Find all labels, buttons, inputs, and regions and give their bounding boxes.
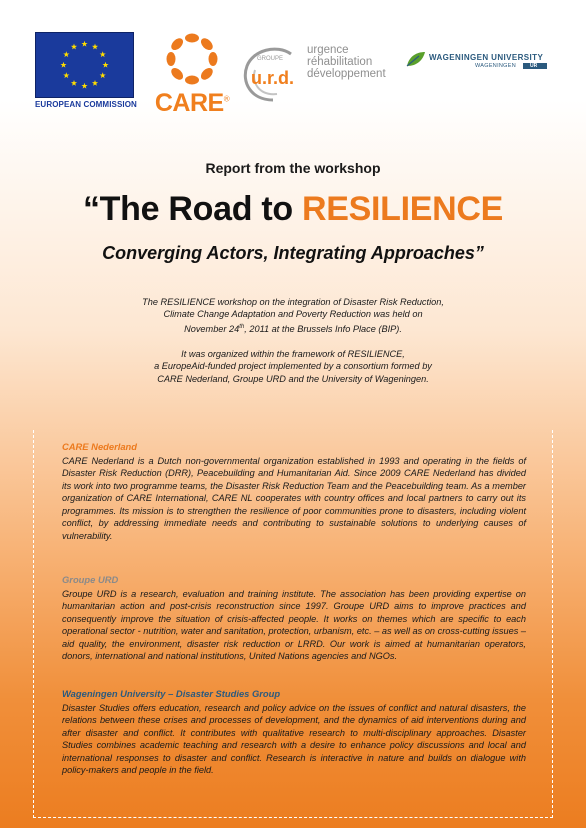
title-accent: RESILIENCE <box>301 190 504 228</box>
eu-star-icon <box>71 80 77 86</box>
care-hand-icon <box>185 34 199 43</box>
report-subtitle: Report from the workshop <box>205 160 381 176</box>
eu-star-icon <box>63 51 69 57</box>
european-commission-logo <box>35 32 137 118</box>
wur-ur-badge <box>523 63 547 69</box>
care-hand-icon <box>185 76 199 85</box>
section-heading: CARE Nederland <box>62 441 138 452</box>
intro-paragraph-1 <box>60 296 526 335</box>
eu-star-icon <box>92 80 98 86</box>
urd-word-rehabilitation: réhabilitation <box>307 56 373 68</box>
eu-star-icon <box>81 83 87 89</box>
report-tagline: Converging Actors, Integrating Approaches” <box>102 243 484 263</box>
wur-name: WAGENINGEN UNIVERSITY <box>429 53 544 62</box>
groupe-urd-logo <box>237 38 397 108</box>
eu-star-icon <box>60 62 66 68</box>
care-hand-icon <box>199 36 215 52</box>
intro-2-line-1: It was organized within the framework of RESILIENCE, <box>181 349 405 359</box>
wur-sub: WAGENINGEN <box>475 63 516 69</box>
care-hands-icon <box>157 28 227 88</box>
eu-caption: EUROPEAN COMMISSION <box>35 100 137 109</box>
eu-star-icon <box>71 44 77 50</box>
eu-star-icon <box>100 51 106 57</box>
eu-flag-icon <box>35 32 134 98</box>
eu-star-icon <box>92 44 98 50</box>
care-name: CARE <box>154 89 224 117</box>
section-heading: Groupe URD <box>62 574 119 585</box>
urd-groupe-label: GROUPE <box>257 56 284 62</box>
intro-1-sup: th <box>239 323 245 330</box>
section-groupe-urd <box>62 574 526 663</box>
care-hand-icon <box>199 66 215 82</box>
care-hand-icon <box>169 36 185 52</box>
eu-star-icon <box>102 62 108 68</box>
intro-1-line-1: The RESILIENCE workshop on the integration of Disaster Risk Reduction, <box>142 297 444 307</box>
care-hand-icon <box>209 52 218 66</box>
intro-1-line-3b: , 2011 at the Brussels Info Place (BIP). <box>244 323 402 334</box>
wur-leaf-icon <box>405 50 427 70</box>
intro-1-line-3a: November 24 <box>184 323 240 334</box>
section-body: CARE Nederland is a Dutch non-governmental organization established in 1993 and operating in the fields of Disaster Risk Reduction (DRR), Peacebuilding and Humanitarian Aid. Since 2009 CARE Nederland has divided its work into two programme teams, the Disaster Risk Reduction Team and the Peacebuilding team. As a member organization of CARE International, CARE NL cooperates with country offices and local partners to carry out its programmes. Its mission is to strengthen the resilience of poor communities prone to disasters, including violent conflict, by addressing immediate needs and contributing to sustainable solutions to underlying causes of vulnerability. <box>62 455 526 541</box>
intro-2-line-3: CARE Nederland, Groupe URD and the University of Wageningen. <box>157 373 429 384</box>
eu-star-icon <box>100 72 106 78</box>
section-heading: Wageningen University – Disaster Studies Group <box>62 688 281 699</box>
eu-star-icon <box>63 72 69 78</box>
eu-stars-icon <box>36 33 133 97</box>
urd-swirl-icon <box>237 38 309 108</box>
care-registered-mark: ® <box>223 94 230 104</box>
title-prefix: “The Road to <box>82 190 302 228</box>
section-body: Groupe URD is a research, evaluation and training institute. The association has been providing expertise on humanitarian action and post-crisis reconstruction since 1997. Groupe URD aims to improve practices and consequently improve the situation of crisis-affected people. It works on themes which are specific to each operational sector - nutrition, water and sanitation, protection, urbanism, etc. – as well as on cross-cutting issues – aid quality, the environment, disaster risk reduction or LRRD. Our work is aimed at humanitarian operators, donors, international and national institutions, United Nations agencies and NGOs. <box>62 588 526 661</box>
care-hand-icon <box>167 52 176 66</box>
logo-strip <box>0 26 586 121</box>
urd-acronym: u.r.d. <box>251 68 295 88</box>
urd-words <box>307 44 386 80</box>
section-body: Disaster Studies offers education, research and policy advice on the issues of conflict and natural disasters, the relations between these crises and processes of development, and the dynamics of aid interventions during and after disaster and conflict. It contributes with qualitative research to multi-disciplinary approaches. Disaster Studies combines academic teaching and research with a desire to enhance policy discussions and local and international responses to disaster and conflict. Research is interactive in nature and builds on dialogue with policy-makers and people in the field. <box>62 702 526 775</box>
urd-word-urgence: urgence <box>307 44 349 56</box>
section-wageningen <box>62 688 526 777</box>
section-care-nederland <box>62 441 526 542</box>
intro-1-line-2: Climate Change Adaptation and Poverty Reduction was held on <box>163 309 423 320</box>
wageningen-logo <box>405 50 555 72</box>
urd-word-developpement: développement <box>307 68 386 80</box>
wur-ur-label: UR <box>530 63 538 69</box>
care-hand-icon <box>169 66 185 82</box>
intro-2-line-2: a EuropeAid-funded project implemented by a consortium formed by <box>154 361 432 372</box>
care-logo <box>152 28 232 120</box>
intro-paragraph-2 <box>60 348 526 385</box>
eu-star-icon <box>81 41 87 47</box>
report-title <box>0 190 586 229</box>
